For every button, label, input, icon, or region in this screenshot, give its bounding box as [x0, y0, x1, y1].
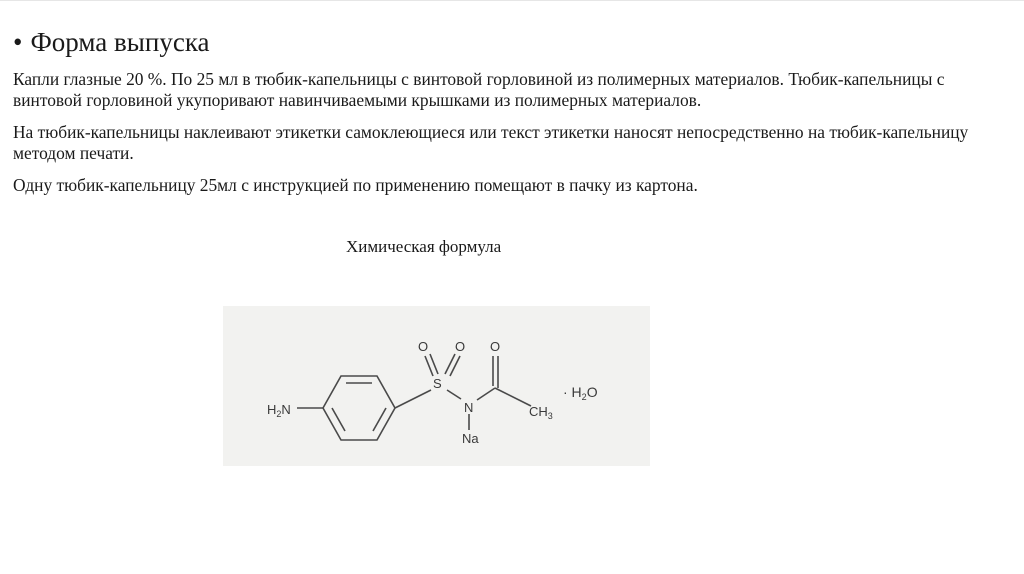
sodium-atom: Na: [462, 431, 479, 446]
hydrate-subscript: 2: [581, 392, 587, 402]
top-divider: [0, 0, 1024, 1]
hydrate-o: O: [586, 384, 598, 400]
structure-diagram: [223, 306, 650, 466]
paragraph-dosage-form: Капли глазные 20 %. По 25 мл в тюбик-капельницы с винтовой горловиной из полимерных материалов. Тюбик-капельницы с винтовой горловиной укупоривают навинчиваемыми крышками из полимерных материалов.: [13, 69, 945, 110]
carbonyl-oxygen-atom: O: [490, 339, 501, 354]
amine-label: [267, 402, 291, 419]
formula-caption: Химическая формула: [346, 237, 502, 256]
methyl-group: [529, 404, 553, 421]
slide-title-text: Форма выпуска: [30, 27, 210, 57]
amine-subscript: 2: [276, 409, 282, 419]
amine-n: N: [281, 402, 291, 417]
oxygen-atom-1: O: [418, 339, 429, 354]
bond-ring-sulfur: [395, 390, 431, 408]
oxygen-atom-2: O: [455, 339, 466, 354]
chemical-structure-image: [223, 306, 650, 466]
bond-c-methyl: [495, 388, 531, 406]
nitrogen-atom: N: [464, 400, 474, 415]
bond-s-o2-a: [445, 354, 455, 374]
benzene-ring: [323, 376, 395, 440]
bond-s-o2-b: [450, 356, 460, 376]
methyl-subscript: 3: [547, 411, 553, 421]
bond-s-n: [447, 390, 461, 399]
structure-atoms: [267, 339, 598, 446]
slide-title: [13, 24, 210, 60]
hydrate-h: · H: [563, 384, 582, 400]
bond-n-c: [477, 388, 495, 400]
structure-bonds: [297, 354, 531, 440]
amine-h: H: [267, 402, 277, 417]
hydrate-label: [563, 384, 598, 402]
paragraph-labeling: На тюбик-капельницы наклеивают этикетки самоклеющиеся или текст этикетки наносят непосредственно на тюбик-капельницу методом печати.: [13, 122, 969, 163]
bullet-icon: •: [13, 27, 23, 57]
paragraph-packaging: Одну тюбик-капельницу 25мл с инструкцией по применению помещают в пачку из картона.: [13, 175, 698, 195]
methyl-ch: CH: [529, 404, 548, 419]
sulfur-atom: S: [433, 376, 442, 391]
